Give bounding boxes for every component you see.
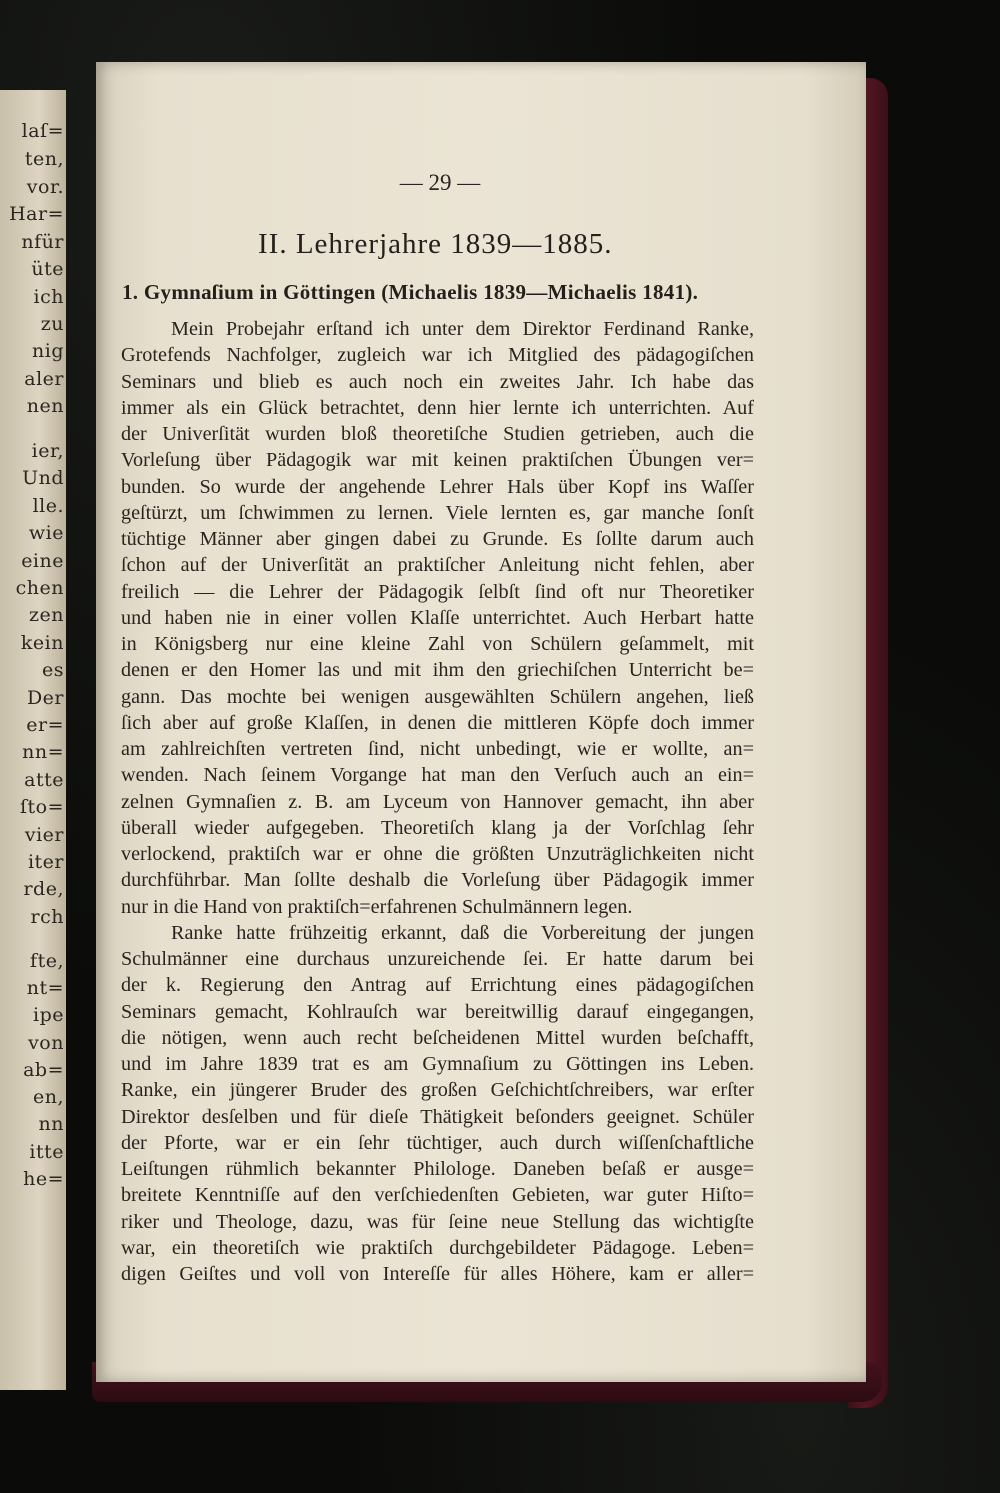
- chapter-title: II. Lehrerjahre 1839—1885.: [258, 228, 613, 260]
- left-page-text-fragment: atte: [24, 769, 64, 791]
- left-page-text-fragment: kein: [20, 632, 64, 654]
- left-page-text-fragment: nfür: [21, 231, 64, 253]
- left-page-text-fragment: vor.: [26, 176, 64, 198]
- body-text-line: am zahlreichſten vertreten ſind, nicht unbedingt, wie er wollte, an=: [121, 738, 754, 760]
- left-page-text-fragment: en,: [32, 1086, 64, 1108]
- body-text-line: Leiſtungen rühmlich bekannter Philologe. Daneben beſaß er ausge=: [121, 1158, 754, 1180]
- left-page-text-fragment: nn: [38, 1113, 64, 1135]
- left-page-text-fragment: iter: [27, 851, 64, 873]
- body-text-line: zelnen Gymnaſien z. B. am Lyceum von Hannover gemacht, ihn aber: [121, 790, 754, 813]
- body-text-line: der Pforte, war er ein ſehr tüchtiger, auch durch wiſſenſchaftliche: [121, 1131, 754, 1154]
- body-text-line: Vorleſung über Pädagogik war mit keinen praktiſchen Übungen ver=: [121, 449, 754, 472]
- left-page-text-fragment: nt=: [26, 977, 64, 999]
- left-page-text-fragment: Und: [22, 467, 64, 489]
- page-number: — 29 —: [399, 170, 481, 195]
- left-page-text-fragment: ten,: [24, 148, 64, 170]
- left-page-text-fragment: laſ=: [21, 120, 64, 142]
- body-text-line: digen Geiſtes und voll von Intereſſe für alles Höhere, kam er aller=: [121, 1263, 754, 1285]
- left-page-text-fragment: rde,: [23, 878, 64, 900]
- left-page-fragment: [0, 90, 66, 1390]
- body-text-line: Seminars gemacht, Kohlrauſch war bereitwillig darauf eingegangen,: [121, 1000, 754, 1023]
- left-page-text-fragment: ſto=: [19, 796, 64, 818]
- left-page-text-fragment: vier: [24, 824, 64, 846]
- body-text-line: denen er den Homer las und mit ihm den griechiſchen Unterricht be=: [121, 659, 754, 682]
- body-text-line: verlockend, praktiſch war er ohne die größten Unzuträglichkeiten nicht: [121, 843, 754, 865]
- body-text-line: Direktor desſelben und für dieſe Thätigkeit beſonders geeignet. Schüler: [121, 1105, 754, 1128]
- left-page-text-fragment: nn=: [22, 741, 64, 763]
- body-text-line: Mein Probejahr erſtand ich unter dem Direktor Ferdinand Ranke,: [171, 318, 754, 340]
- left-page-text-fragment: fte,: [30, 950, 64, 972]
- body-text-line: nur in die Hand von praktiſch=erfahrenen Schulmännern legen.: [121, 895, 633, 918]
- left-page-text-fragment: lle.: [32, 495, 64, 517]
- left-page-text-fragment: ab=: [23, 1059, 64, 1081]
- body-text-line: ſich aber auf große Klaſſen, in denen die mittleren Köpfe doch immer: [121, 711, 754, 734]
- left-page-text-fragment: zu: [40, 313, 64, 335]
- left-page-text-fragment: itte: [29, 1141, 64, 1163]
- body-text-line: und im Jahre 1839 trat es am Gymnaſium zu Göttingen ins Leben.: [121, 1053, 754, 1075]
- left-page-text-fragment: aler: [24, 368, 64, 390]
- left-page-text-fragment: ich: [33, 286, 64, 308]
- left-page-text-fragment: chen: [15, 577, 64, 599]
- body-text-line: Schulmänner eine durchaus unzureichende ſei. Er hatte darum bei: [121, 948, 754, 970]
- left-page-text-fragment: wie: [28, 522, 64, 544]
- left-page-text-fragment: von: [28, 1032, 64, 1054]
- left-page-text-fragment: he=: [23, 1168, 64, 1190]
- body-text-line: ſchon auf der Univerſität an praktiſcher Anleitung nicht fehlen, aber: [121, 554, 754, 577]
- body-text-line: freilich — die Lehrer der Pädagogik ſelbſt ſind oft nur Theoretiker: [121, 580, 754, 603]
- left-page-text-fragment: Har=: [9, 203, 64, 225]
- body-text-line: gann. Das mochte bei wenigen ausgewählten Schülern angehen, ließ: [121, 685, 754, 708]
- body-text-line: Ranke, ein jüngerer Bruder des großen Geſchichtſchreibers, war erſter: [121, 1079, 754, 1102]
- body-text-line: riker und Theologe, dazu, was für ſeine neue Stellung das wichtigſte: [121, 1210, 754, 1233]
- body-text-line: Grotefends Nachfolger, zugleich war ich Mitglied des pädagogiſchen: [121, 344, 754, 367]
- body-text-line: Ranke hatte frühzeitig erkannt, daß die Vorbereitung der jungen: [171, 921, 754, 944]
- body-text-line: durchführbar. Man ſollte deshalb die Vorleſung über Pädagogik immer: [121, 869, 754, 892]
- body-text-line: war, ein theoretiſch wie praktiſch durchgebildeter Pädagoge. Leben=: [121, 1236, 754, 1259]
- left-page-text-fragment: zen: [29, 604, 64, 626]
- body-text-line: immer als ein Glück betrachtet, denn hier lernte ich unterrichten. Auf: [121, 396, 754, 419]
- left-page-text-fragment: es: [42, 659, 64, 681]
- left-page-text-fragment: rch: [30, 906, 64, 928]
- left-page-text-fragment: er=: [26, 714, 64, 736]
- left-page-text-fragment: ipe: [33, 1004, 64, 1026]
- left-page-text-fragment: ier,: [31, 440, 64, 462]
- body-text-line: in Königsberg nur eine kleine Zahl von Schülern geſammelt, mit: [121, 633, 754, 655]
- left-page-text-fragment: eine: [21, 550, 64, 572]
- body-text-line: der Univerſität wurden bloß theoretiſche Studien getrieben, auch die: [121, 423, 754, 445]
- body-text-line: bunden. So wurde der angehende Lehrer Hals über Kopf ins Waſſer: [121, 475, 754, 498]
- body-text-line: und haben nie in einer vollen Klaſſe unterrichtet. Auch Herbart hatte: [121, 606, 754, 629]
- body-text-line: breitete Kenntniſſe auf den verſchiedenſten Gebieten, war guter Hiſto=: [121, 1184, 754, 1207]
- left-page-text-fragment: üte: [31, 258, 64, 280]
- body-text-line: überall wieder aufgegeben. Theoretiſch klang ja der Vorſchlag ſehr: [121, 816, 754, 839]
- left-page-text-fragment: nen: [26, 395, 64, 417]
- body-text-line: tüchtige Männer aber gingen dabei zu Grunde. Es ſollte darum auch: [121, 528, 754, 550]
- left-page-text-fragment: Der: [26, 687, 64, 709]
- left-page-text-fragment: nig: [32, 340, 64, 362]
- body-text-line: Seminars und blieb es auch noch ein zweites Jahr. Ich habe das: [121, 370, 754, 393]
- section-title: 1. Gymnaſium in Göttingen (Michaelis 1839—Michaelis 1841).: [122, 280, 699, 304]
- body-text-line: der k. Regierung den Antrag auf Errichtung eines pädagogiſchen: [121, 974, 754, 997]
- body-text-line: wenden. Nach ſeinem Vorgange hat man den Verſuch auch an ein=: [121, 764, 754, 787]
- body-text-line: die nötigen, wenn auch recht beſcheidenen Mittel wurden beſchafft,: [121, 1026, 754, 1049]
- body-text-line: geſtürzt, um ſchwimmen zu lernen. Viele lernten es, gar manche ſonſt: [121, 501, 754, 524]
